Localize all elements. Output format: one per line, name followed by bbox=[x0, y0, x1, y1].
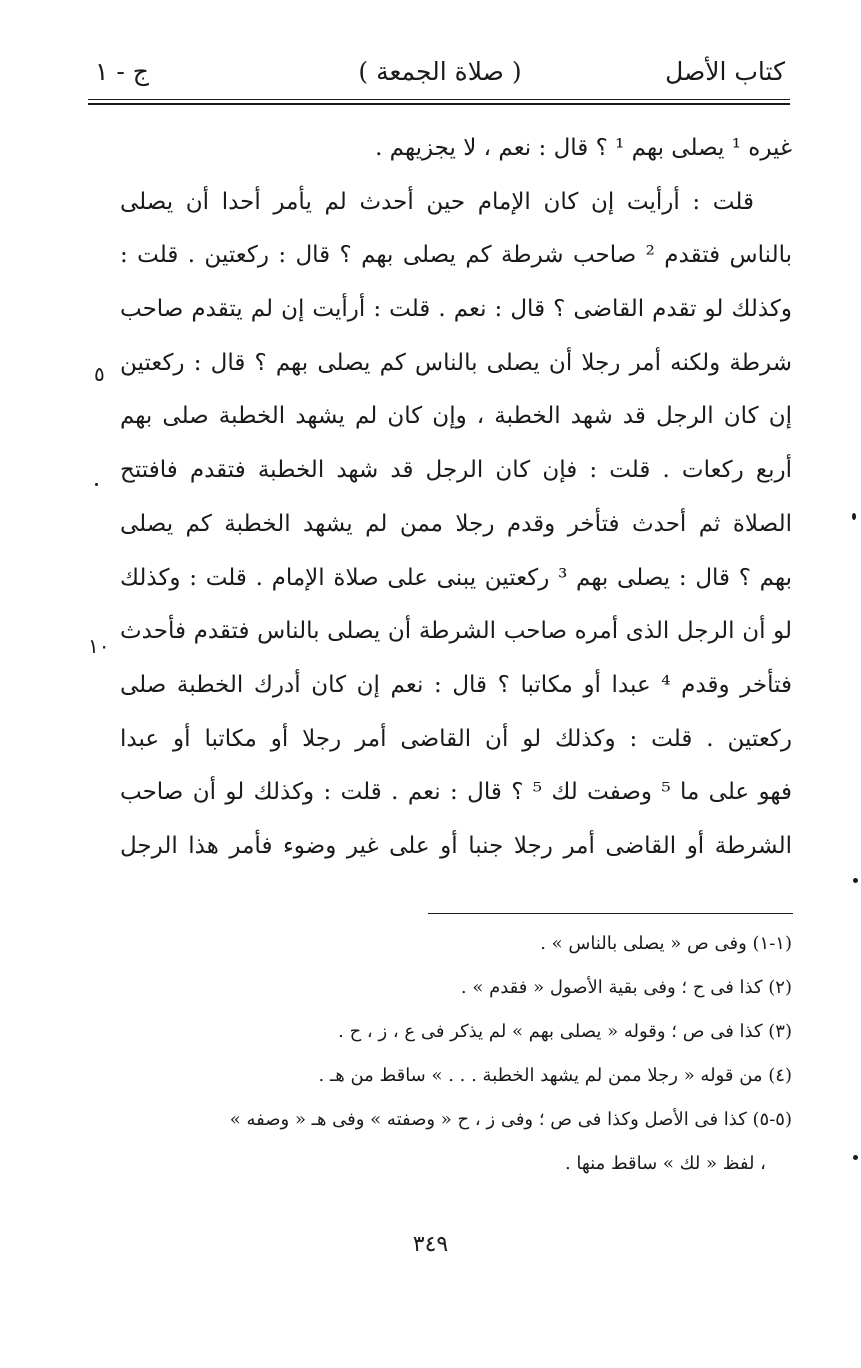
volume-label: ج - ١ bbox=[95, 57, 149, 86]
footnote: (٢) كذا فى ح ؛ وفى بقية الأصول « فقدم » . bbox=[460, 977, 792, 998]
text-line: شرطة ولكنه أمر رجلا أن يصلى بالناس كم يصلى بهم ؟ قال : ركعتين bbox=[120, 349, 792, 376]
scan-speck bbox=[95, 483, 98, 486]
text-line: لو أن الرجل الذى أمره صاحب الشرطة أن يصلى بالناس فتقدم فأحدث bbox=[120, 618, 792, 645]
text-line: الصلاة ثم أحدث فتأخر وقدم رجلا ممن لم يشهد الخطبة كم يصلى bbox=[120, 510, 792, 537]
scan-speck bbox=[853, 1155, 858, 1160]
footnote: (٤) من قوله « رجلا ممن لم يشهد الخطبة . . . » ساقط من هـ . bbox=[318, 1065, 792, 1086]
footnote: (١-١) وفى ص « يصلى بالناس » . bbox=[540, 933, 792, 954]
line-number-5: ٥ bbox=[94, 362, 105, 386]
book-title: كتاب الأصل bbox=[665, 57, 785, 86]
chapter-title: ( صلاة الجمعة ) bbox=[358, 57, 522, 86]
scan-speck bbox=[852, 513, 856, 520]
footnote-continuation: ، لفظ « لك » ساقط منها . bbox=[564, 1153, 766, 1174]
scan-speck bbox=[853, 878, 858, 883]
text-line: بالناس فتقدم ² صاحب شرطة كم يصلى بهم ؟ قال : ركعتين . قلت : bbox=[120, 242, 792, 269]
footnote: (٥-٥) كذا فى الأصل وكذا فى ص ؛ وفى ز ، ح « وصفته » وفى هـ « وصفه » bbox=[229, 1109, 792, 1130]
text-line: قلت : أرأيت إن كان الإمام حين أحدث لم يأمر أحدا أن يصلى bbox=[120, 188, 754, 215]
text-line: بهم ؟ قال : يصلى بهم ³ ركعتين يبنى على صلاة الإمام . قلت : وكذلك bbox=[120, 564, 792, 591]
text-line: فتأخر وقدم ⁴ عبدا أو مكاتبا ؟ قال : نعم إن كان أدرك الخطبة صلى bbox=[120, 671, 792, 698]
text-line: أربع ركعات . قلت : فإن كان الرجل قد شهد الخطبة فتقدم فافتتح bbox=[120, 457, 792, 484]
footnotes bbox=[110, 922, 792, 1186]
header-rule-thick bbox=[88, 103, 790, 105]
text-line: فهو على ما ⁵ وصفت لك ⁵ ؟ قال : نعم . قلت : وكذلك لو أن صاحب bbox=[120, 779, 792, 806]
text-line: غيره ¹ يصلى بهم ¹ ؟ قال : نعم ، لا يجزيهم . bbox=[375, 135, 792, 161]
page-number: ٣٤٩ bbox=[412, 1232, 449, 1257]
line-number-10: ١٠ bbox=[88, 634, 110, 658]
text-line: ركعتين . قلت : وكذلك لو أن القاضى أمر رجلا أو مكاتبا أو عبدا bbox=[120, 725, 792, 752]
text-line: إن كان الرجل قد شهد الخطبة ، وإن كان لم يشهد الخطبة صلى بهم bbox=[120, 403, 792, 430]
running-header bbox=[95, 50, 785, 94]
header-rule-thin bbox=[88, 99, 790, 100]
text-line: الشرطة أو القاضى أمر رجلا جنبا أو على غير وضوء فأمر هذا الرجل bbox=[120, 832, 792, 859]
footnote: (٣) كذا فى ص ؛ وقوله « يصلى بهم » لم يذكر فى ع ، ز ، ح . bbox=[338, 1021, 792, 1042]
main-text bbox=[120, 122, 792, 874]
text-line: وكذلك لو تقدم القاضى ؟ قال : نعم . قلت : أرأيت إن لم يتقدم صاحب bbox=[120, 296, 792, 323]
footnote-separator bbox=[428, 913, 793, 914]
